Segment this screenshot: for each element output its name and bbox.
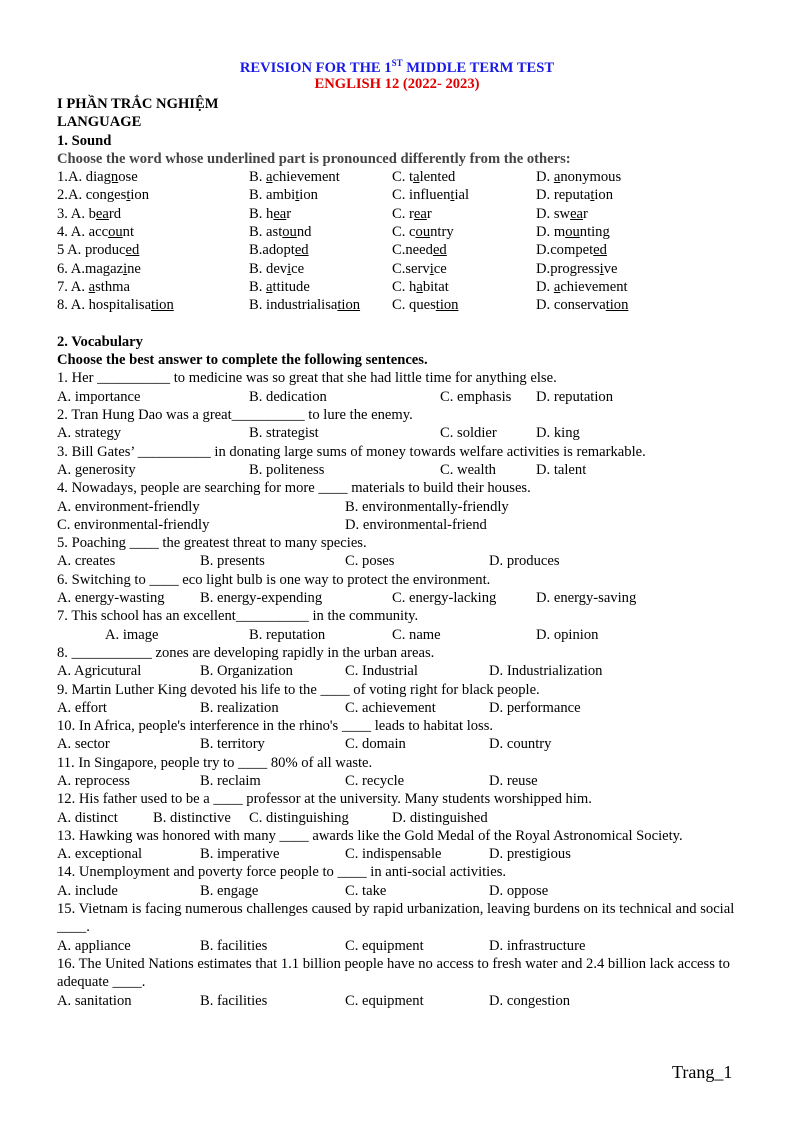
- answer-row: [57, 937, 747, 955]
- answer-option[interactable]: D. infrastructure: [489, 937, 586, 954]
- answer-option[interactable]: C. name: [392, 626, 441, 643]
- answer-option[interactable]: B. reputation: [249, 626, 326, 643]
- question-12: 12. His father used to be a ____ professor at the university. Many students worshipped him.: [57, 791, 592, 808]
- underlined-part: i: [123, 260, 128, 277]
- sound-option: C.service: [392, 260, 447, 277]
- document-title: REVISION FOR THE 1ST MIDDLE TERM TEST: [239, 58, 555, 76]
- sound-option: B. hear: [249, 205, 292, 222]
- underlined-part: i: [429, 260, 434, 277]
- underlined-part: ou: [282, 224, 297, 241]
- underlined-part: tion: [337, 297, 361, 314]
- underlined-part: gn: [103, 169, 119, 186]
- question-8: 8. ___________ zones are developing rapidly in the urban areas.: [57, 644, 435, 661]
- answer-option[interactable]: B. facilities: [200, 937, 268, 954]
- underlined-part: i: [599, 260, 604, 277]
- answer-option[interactable]: D. energy-saving: [536, 590, 637, 607]
- sound-option: C.needed: [392, 242, 447, 259]
- question-13: 13. Hawking was honored with many ____ awards like the Gold Medal of the Royal Astronomical Society.: [57, 827, 683, 844]
- vocab-instruction: Choose the best answer to complete the following sentences.: [57, 352, 428, 369]
- underlined-part: ou: [565, 224, 580, 241]
- answer-row: [57, 992, 747, 1010]
- answer-option[interactable]: D. king: [536, 425, 580, 442]
- underlined-part: i: [287, 260, 292, 277]
- sound-option: 8. A. hospitalisation: [57, 297, 174, 314]
- answer-option[interactable]: D. country: [489, 736, 552, 753]
- underlined-part: t: [295, 187, 300, 204]
- sound-row: [57, 241, 747, 259]
- sound-option: D. mounting: [536, 224, 610, 241]
- answer-option[interactable]: C. distinguishing: [249, 809, 349, 826]
- underlined-part: t: [590, 187, 595, 204]
- answer-option[interactable]: B. Organization: [200, 663, 293, 680]
- sound-option: D.progressive: [536, 260, 618, 277]
- sound-option: 2.A. congestion: [57, 187, 150, 204]
- question-11: 11. In Singapore, people try to ____ 80% of all waste.: [57, 754, 373, 771]
- answer-option[interactable]: B. environmentally-friendly: [345, 498, 509, 515]
- answer-option[interactable]: C. equipment: [345, 992, 424, 1009]
- answer-option[interactable]: B. distinctive: [153, 809, 231, 826]
- question-9: 9. Martin Luther King devoted his life to the ____ of voting right for black people.: [57, 681, 540, 698]
- answer-row: [57, 845, 747, 863]
- section-heading: I PHẦN TRẮC NGHIỆM: [57, 96, 219, 112]
- underlined-part: t: [126, 187, 131, 204]
- sound-option: 3. A. beard: [57, 205, 122, 222]
- answer-row: [57, 589, 747, 607]
- underlined-part: a: [266, 169, 273, 186]
- sound-option: 5 A. produced: [57, 242, 140, 259]
- answer-option[interactable]: C. environmental-friendly: [57, 516, 210, 533]
- answer-row: [57, 735, 747, 753]
- sound-option: D. achievement: [536, 278, 628, 295]
- answer-option[interactable]: D. produces: [489, 553, 560, 570]
- answer-option[interactable]: C. wealth: [440, 461, 496, 478]
- answer-option[interactable]: C. Industrial: [345, 663, 418, 680]
- underlined-part: ou: [415, 224, 431, 241]
- question-15: 15. Vietnam is facing numerous challenges caused by rapid urbanization, leaving burdens on its technical and social ____.: [57, 901, 735, 936]
- sound-option: D. anonymous: [536, 169, 622, 186]
- underlined-part: a: [266, 278, 273, 295]
- question-1: 1. Her __________ to medicine was so great that she had little time for anything else.: [57, 370, 557, 387]
- sound-row: [57, 296, 747, 314]
- answer-option[interactable]: D. performance: [489, 699, 581, 716]
- underlined-part: a: [553, 169, 561, 186]
- answer-option[interactable]: D. reputation: [536, 388, 614, 405]
- answer-option[interactable]: C. emphasis: [440, 388, 512, 405]
- answer-option[interactable]: A. strategy: [57, 425, 122, 442]
- answer-option[interactable]: B. territory: [200, 736, 265, 753]
- underlined-part: a: [553, 278, 561, 295]
- sound-option: B. industrialisation: [249, 297, 361, 314]
- sound-option: D. conservation: [536, 297, 629, 314]
- sound-option: 6. A.magazine: [57, 260, 141, 277]
- sound-option: B. attitude: [249, 278, 310, 295]
- answer-option[interactable]: D. Industrialization: [489, 663, 603, 680]
- sound-row: [57, 223, 747, 241]
- answer-option[interactable]: A. environment-friendly: [57, 498, 200, 515]
- answer-option[interactable]: A. appliance: [57, 937, 131, 954]
- sound-option: B. achievement: [249, 169, 340, 186]
- underlined-part: ed: [294, 242, 309, 259]
- answer-row: [57, 461, 747, 479]
- sound-row: [57, 186, 747, 204]
- question-2: 2. Tran Hung Dao was a great__________ to lure the enemy.: [57, 407, 413, 424]
- answer-option[interactable]: C. soldier: [440, 425, 497, 442]
- page-number: Trang_1: [672, 1062, 733, 1082]
- sound-option: 1.A. diagnose: [57, 169, 138, 186]
- sound-heading: 1. Sound: [57, 132, 112, 149]
- answer-option[interactable]: C. poses: [345, 553, 395, 570]
- underlined-part: ea: [570, 205, 584, 222]
- answer-option[interactable]: C. indispensable: [345, 846, 442, 863]
- answer-option[interactable]: C. achievement: [345, 699, 436, 716]
- worksheet-content: [57, 95, 747, 1010]
- question-3: 3. Bill Gates’ __________ in donating large sums of money towards welfare activities is remarkable.: [57, 443, 646, 460]
- language-heading: LANGUAGE: [57, 114, 142, 131]
- answer-row: [57, 699, 747, 717]
- underlined-part: ed: [593, 242, 607, 259]
- sound-option: B.adopted: [249, 242, 309, 259]
- answer-option[interactable]: D. talent: [536, 461, 587, 478]
- answer-row: [57, 882, 747, 900]
- answer-option[interactable]: D. environmental-friend: [345, 516, 487, 533]
- answer-option[interactable]: B. reclaim: [200, 772, 261, 789]
- answer-option[interactable]: A. importance: [57, 388, 141, 405]
- underlined-part: ou: [108, 224, 123, 241]
- answer-row: [57, 662, 747, 680]
- underlined-part: ea: [273, 205, 287, 222]
- answer-option[interactable]: B. realization: [200, 699, 279, 716]
- sound-row: [57, 168, 747, 186]
- vocab-questions: [57, 369, 747, 1009]
- answer-option[interactable]: B. imperative: [200, 846, 280, 863]
- sound-option: B. astound: [249, 224, 312, 241]
- sound-option: D. swear: [536, 205, 588, 222]
- vocab-heading: 2. Vocabulary: [57, 333, 143, 350]
- answer-option[interactable]: C. recycle: [345, 772, 405, 789]
- answer-row: [57, 516, 747, 534]
- sound-option: B. ambition: [249, 187, 318, 204]
- answer-row: [57, 498, 747, 516]
- underlined-part: tion: [151, 297, 174, 314]
- sound-option: 4. A. account: [57, 224, 135, 241]
- answer-option[interactable]: A. sector: [57, 736, 110, 753]
- answer-option[interactable]: A. image: [105, 626, 159, 643]
- document-subtitle: ENGLISH 12 (2022- 2023): [314, 76, 480, 92]
- answer-option[interactable]: B. facilities: [200, 992, 268, 1009]
- answer-option[interactable]: A. sanitation: [57, 992, 132, 1009]
- question-6: 6. Switching to ____ eco light bulb is one way to protect the environment.: [57, 571, 491, 588]
- answer-option[interactable]: A. effort: [57, 699, 107, 716]
- underlined-part: tion: [435, 297, 459, 314]
- question-14: 14. Unemployment and poverty force people to ____ in anti-social activities.: [57, 864, 507, 881]
- answer-row: [57, 424, 747, 442]
- answer-option[interactable]: A. creates: [57, 553, 116, 570]
- answer-option[interactable]: C. energy-lacking: [392, 590, 497, 607]
- question-4: 4. Nowadays, people are searching for more ____ materials to build their houses.: [57, 480, 531, 497]
- sound-instruction: Choose the word whose underlined part is pronounced differently from the others:: [57, 150, 571, 167]
- sound-row: [57, 260, 747, 278]
- answer-option[interactable]: D. oppose: [489, 882, 549, 899]
- answer-option[interactable]: B. dedication: [249, 388, 327, 405]
- underlined-part: ea: [95, 205, 109, 222]
- answer-option[interactable]: D. opinion: [536, 626, 599, 643]
- answer-option[interactable]: C. domain: [345, 736, 406, 753]
- answer-option[interactable]: D. reuse: [489, 772, 538, 789]
- answer-row: [57, 388, 747, 406]
- answer-option[interactable]: B. presents: [200, 553, 265, 570]
- answer-option[interactable]: A. reprocess: [57, 772, 130, 789]
- underlined-part: a: [413, 169, 420, 186]
- question-7: 7. This school has an excellent__________ in the community.: [57, 608, 419, 625]
- answer-option[interactable]: A. include: [57, 882, 118, 899]
- answer-option[interactable]: B. politeness: [249, 461, 325, 478]
- underlined-part: a: [416, 278, 423, 295]
- question-16: 16. The United Nations estimates that 1.1 billion people have no access to fresh water and 2.4 billion lack access to adequate ____.: [57, 955, 730, 991]
- sound-option: C. habitat: [392, 278, 449, 295]
- answer-option[interactable]: A. Agricutural: [57, 663, 142, 680]
- underlined-part: tion: [605, 297, 629, 314]
- answer-row: [57, 809, 747, 827]
- sound-row: [57, 278, 747, 296]
- question-10: 10. In Africa, people's interference in the rhino's ____ leads to habitat loss.: [57, 718, 494, 735]
- answer-option[interactable]: D. distinguished: [392, 809, 488, 826]
- underlined-part: ed: [125, 242, 140, 259]
- sound-option: C. question: [392, 297, 459, 314]
- answer-option[interactable]: B. strategist: [249, 425, 319, 442]
- question-5: 5. Poaching ____ the greatest threat to many species.: [57, 535, 367, 552]
- answer-row: [57, 626, 747, 644]
- answer-option[interactable]: B. energy-expending: [200, 590, 323, 607]
- underlined-part: a: [88, 278, 96, 295]
- answer-option[interactable]: A. distinct: [57, 809, 118, 826]
- sound-option: 7. A. asthma: [57, 278, 130, 295]
- sound-option: C. rear: [392, 205, 432, 222]
- sound-option: D.competed: [536, 242, 607, 259]
- sound-option: C. talented: [392, 169, 456, 186]
- answer-option[interactable]: A. exceptional: [57, 846, 143, 863]
- sound-option: B. device: [249, 260, 305, 277]
- answer-option[interactable]: D. congestion: [489, 992, 571, 1009]
- sound-row: [57, 205, 747, 223]
- answer-option[interactable]: C. equipment: [345, 937, 424, 954]
- answer-option[interactable]: A. energy-wasting: [57, 590, 165, 607]
- sound-option: C. country: [392, 224, 454, 241]
- answer-option[interactable]: C. take: [345, 882, 387, 899]
- sound-option: D. reputation: [536, 187, 614, 204]
- sound-option: C. influential: [392, 187, 470, 204]
- underlined-part: ea: [413, 205, 427, 222]
- answer-row: [57, 552, 747, 570]
- answer-option[interactable]: A. generosity: [57, 461, 136, 478]
- answer-option[interactable]: B. engage: [200, 882, 259, 899]
- answer-row: [57, 772, 747, 790]
- underlined-part: ed: [432, 242, 447, 259]
- answer-option[interactable]: D. prestigious: [489, 846, 571, 863]
- sound-questions: [57, 168, 747, 314]
- underlined-part: t: [450, 187, 455, 204]
